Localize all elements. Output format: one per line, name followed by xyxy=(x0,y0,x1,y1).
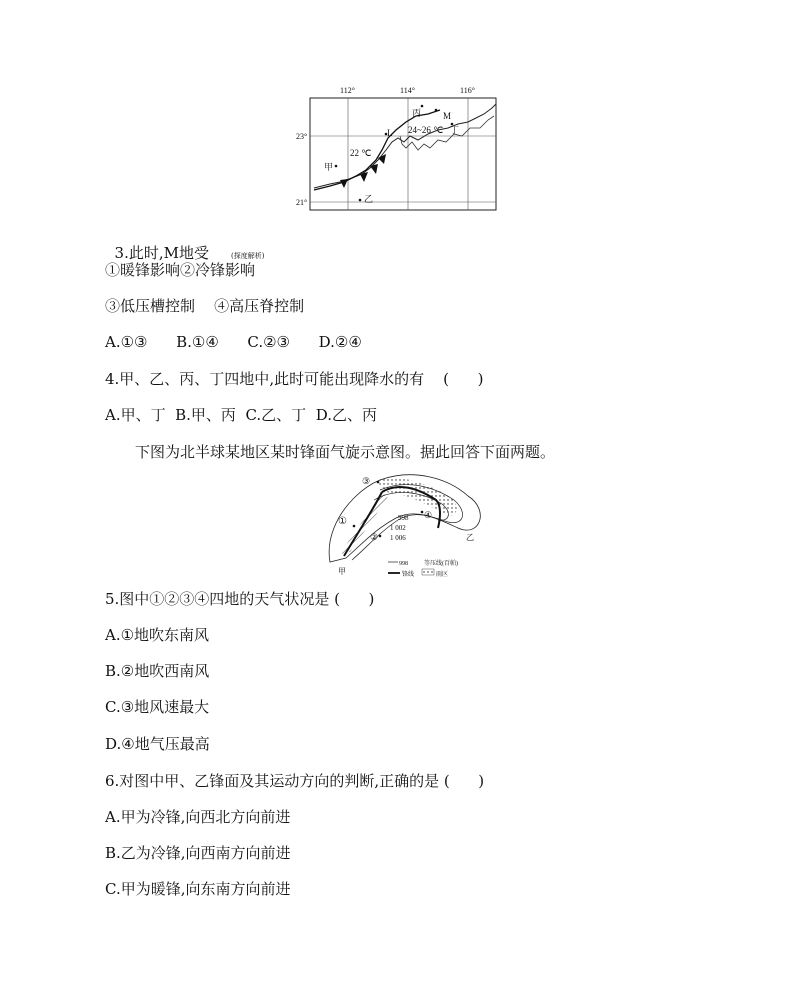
q4-choices: A.甲、丁 B.甲、丙 C.乙、丁 D.乙、丙 xyxy=(105,406,377,424)
q6-option-c: C.甲为暖锋,向东南方向前进 xyxy=(105,880,291,898)
legend-rain-text: 雨区 xyxy=(436,572,449,578)
point-3 xyxy=(377,481,380,484)
legend-rain-swatch xyxy=(422,569,434,575)
legend-isobar-text: 等压线(百帕) xyxy=(424,561,458,567)
point-M xyxy=(435,109,438,112)
front-jia xyxy=(344,492,382,556)
coastline xyxy=(314,104,496,188)
lon-label-112: 112° xyxy=(340,86,355,95)
q6-option-a: A.甲为冷锋,向西北方向前进 xyxy=(105,808,291,826)
point-1 xyxy=(353,525,356,528)
lat-label-21: 21° xyxy=(296,198,308,207)
label-3: ③ xyxy=(362,476,371,486)
label-4: ④ xyxy=(424,510,433,520)
label-L: L xyxy=(387,128,393,138)
q5-option-d: D.④地气压最高 xyxy=(105,735,210,753)
front-map-figure xyxy=(296,84,510,212)
label-yi: 乙 xyxy=(364,194,374,204)
label-jia: 甲 xyxy=(324,162,334,172)
legend-front-text: 锋线 xyxy=(402,572,415,578)
label-yi: 乙 xyxy=(466,533,474,542)
label-2: ② xyxy=(370,532,379,542)
label-ding: 丁 xyxy=(450,125,460,135)
label-temp-22: 22 ℃ xyxy=(350,148,372,158)
q3-stem: 3.此时,M地受 xyxy=(114,244,209,262)
q4-stem: 4.甲、乙、丙、丁四地中,此时可能出现降水的有 ( ) xyxy=(105,370,484,388)
front-line xyxy=(314,110,440,190)
q6-stem: 6.对图中甲、乙锋面及其运动方向的判断,正确的是 ( ) xyxy=(105,772,485,790)
q3-options-1: ①暖锋影响②冷锋影响 xyxy=(105,261,256,279)
q5-option-b: B.②地吹西南风 xyxy=(105,662,210,680)
cyclone-figure xyxy=(318,470,504,582)
label-1: ① xyxy=(338,516,347,527)
point-4 xyxy=(421,511,424,514)
lon-label-114: 114° xyxy=(400,86,415,95)
label-temp-24-26: 24~26 ℃ xyxy=(408,125,444,135)
front-triangle xyxy=(340,179,348,188)
q5-option-a: A.①地吹东南风 xyxy=(105,626,210,644)
label-bing: 丙 xyxy=(412,108,422,118)
lat-label-23: 23° xyxy=(296,132,308,141)
point-jia xyxy=(335,165,338,168)
isobar-label-1006: 1 006 xyxy=(390,534,406,542)
q6-option-b: B.乙为冷锋,向西南方向前进 xyxy=(105,844,291,862)
isobar-label-1002: 1 002 xyxy=(390,524,406,532)
q5-stem: 5.图中①②③④四地的天气状况是 ( ) xyxy=(105,590,375,608)
legend-isobar-value: 998 xyxy=(399,561,408,567)
q3-choices: A.①③ B.①④ C.②③ D.②④ xyxy=(105,333,362,351)
q3-tag: (探度解析) xyxy=(231,252,265,260)
intro-text: 下图为北半球某地区某时锋面气旋示意图。据此回答下面两题。 xyxy=(135,443,556,461)
lon-label-116: 116° xyxy=(460,86,475,95)
q3-options-2: ③低压槽控制 ④高压脊控制 xyxy=(105,297,305,315)
q5-option-c: C.③地风速最大 xyxy=(105,698,210,716)
point-yi xyxy=(359,199,362,202)
point-2 xyxy=(379,535,382,538)
rain-area-warm xyxy=(378,478,457,516)
isobar-label-998: 998 xyxy=(398,514,409,522)
label-M: M xyxy=(443,111,452,121)
label-jia: 甲 xyxy=(338,567,346,576)
point-bing xyxy=(421,105,424,108)
